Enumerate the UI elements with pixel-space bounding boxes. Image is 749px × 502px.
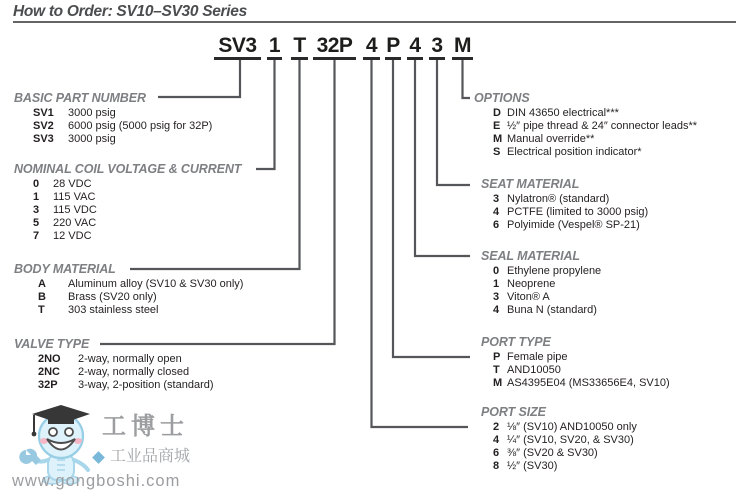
part-number-segment-basic: SV3 [214,35,261,60]
code-row [481,291,601,304]
code-description: Aluminum alloy (SV10 & SV30 only) [68,278,244,290]
code-row [481,377,670,390]
section-title: BASIC PART NUMBER [14,91,146,105]
code: 32P [38,379,58,391]
code-description: 6000 psig (5000 psig for 32P) [68,120,213,132]
section-coil-voltage [14,161,241,243]
section-body-material [14,261,243,317]
code-row [14,191,241,204]
code-description: Buna N (standard) [507,304,597,316]
code: 1 [33,191,40,203]
section-title: BODY MATERIAL [14,262,116,276]
code-row [481,304,601,317]
code-description: AS4395E04 (MS33656E4, SV10) [507,377,670,389]
section-title: PORT SIZE [481,405,546,419]
code-description: ⅛″ (SV10) AND10050 only [507,421,637,433]
code-description: ⅜″ (SV20 & SV30) [507,447,598,459]
code-description: Electrical position indicator* [507,146,642,158]
code-row [14,278,243,291]
code-row [474,107,697,120]
code-row [14,366,214,379]
code: P [493,351,501,363]
code-row [14,291,243,304]
code: SV2 [33,120,54,132]
code: 1 [493,278,500,290]
code: 7 [33,230,40,242]
section-port-size [481,404,637,473]
code-row [481,193,648,206]
code: T [38,304,45,316]
part-number-segment-coil: 1 [267,35,282,60]
part-number-segment-valve: 32P [313,35,356,60]
code-row [481,364,670,377]
section-title: SEAT MATERIAL [481,177,580,191]
part-number-segment-options: M [452,35,473,60]
code-row [14,230,241,243]
code-description: DIN 43650 electrical*** [507,107,619,119]
code: SV3 [33,133,54,145]
part-number-segment-body: T [291,35,308,60]
code-row [481,219,648,232]
code: 4 [493,304,500,316]
code-row [14,353,214,366]
code-description: ½″ (SV30) [507,460,558,472]
code-description: Female pipe [507,351,568,363]
code-description: Manual override** [507,133,595,145]
code-row [481,265,601,278]
section-port-type [481,334,670,390]
watermark-url: www.gongboshi.com [12,472,181,490]
code-description: Neoprene [507,278,556,290]
code-row [481,206,648,219]
code-description: 12 VDC [53,230,92,242]
code: SV1 [33,107,54,119]
code: 2 [493,421,500,433]
section-seat-material [481,176,648,232]
code-row [14,133,212,146]
code-row [481,460,637,473]
code-row [481,421,637,434]
code: 4 [493,434,500,446]
code-description: 28 VDC [53,178,92,190]
part-number-segment-seal: 4 [407,35,423,60]
code-row [481,351,670,364]
connector-port-type [393,60,470,357]
code: 8 [493,460,500,472]
code: 6 [493,447,500,459]
code: 0 [33,178,40,190]
code: A [38,278,46,290]
code: B [38,291,46,303]
section-title: OPTIONS [474,91,530,105]
code-description: Brass (SV20 only) [68,291,157,303]
code-row [14,217,241,230]
code: 5 [33,217,40,229]
code: D [493,107,501,119]
connector-port-size [372,60,469,427]
code-description: AND10050 [507,364,561,376]
connector-seat-material [437,60,470,185]
watermark-brand: 工博士 [102,413,189,440]
code-row [14,204,241,217]
code: S [493,146,501,158]
code: 4 [493,206,500,218]
code-description: Nylatron® (standard) [507,193,610,205]
code-description: 3000 psig [68,133,116,145]
code-row [14,120,212,133]
code-description: 115 VDC [53,204,97,216]
code-description: Viton® A [507,291,550,303]
code-row [14,379,214,392]
section-title: SEAL MATERIAL [481,249,580,263]
code: 3 [493,193,500,205]
code-row [14,178,241,191]
code-description: Polyimide (Vespel® SP-21) [507,219,640,231]
code-description: 115 VAC [53,191,96,203]
code-row [481,278,601,291]
code-row [14,304,243,317]
code: 6 [493,219,500,231]
code-description: PCTFE (limited to 3000 psig) [507,206,649,218]
watermark-tagline [94,448,190,466]
code-description: Ethylene propylene [507,265,602,277]
code: 3 [493,291,500,303]
code-row [474,120,697,133]
code-description: 220 VAC [53,217,97,229]
code-description: 2-way, normally open [78,353,182,365]
code: M [493,377,503,389]
section-title: PORT TYPE [481,335,551,349]
diamond-icon [92,451,105,464]
code-description: ½″ pipe thread & 24″ connector leads** [507,120,698,132]
code-row [481,434,637,447]
code-description: 3000 psig [68,107,116,119]
page-title: How to Order: SV10–SV30 Series [13,3,247,20]
watermark-tagline-text: 工业品商城 [110,448,191,465]
part-number-segment-port-type: P [385,35,401,60]
code: T [493,364,500,376]
section-basic-part-number [14,90,212,146]
code-description: 2-way, normally closed [78,366,190,378]
watermark [12,398,222,498]
code-row [14,107,212,120]
code: 0 [493,265,500,277]
code-description: 3-way, 2-position (standard) [78,379,214,391]
connector-coil-voltage [256,60,275,169]
code: 2NC [38,366,61,378]
code: 3 [33,204,40,216]
section-title: VALVE TYPE [14,337,90,351]
part-number-segment-seat: 3 [429,35,445,60]
section-valve-type [14,336,214,392]
code-row [474,146,697,159]
code-row [481,447,637,460]
connector-options [463,60,471,98]
code-row [474,133,697,146]
code-description: ¼″ (SV10, SV20, & SV30) [507,434,634,446]
code: 2NO [38,353,61,365]
section-options [474,90,697,159]
code-description: 303 stainless steel [68,304,159,316]
section-title: NOMINAL COIL VOLTAGE & CURRENT [14,162,242,176]
code: M [493,133,503,145]
part-number-segment-port-size: 4 [363,35,380,60]
section-seal-material [481,248,601,317]
code: E [493,120,501,132]
